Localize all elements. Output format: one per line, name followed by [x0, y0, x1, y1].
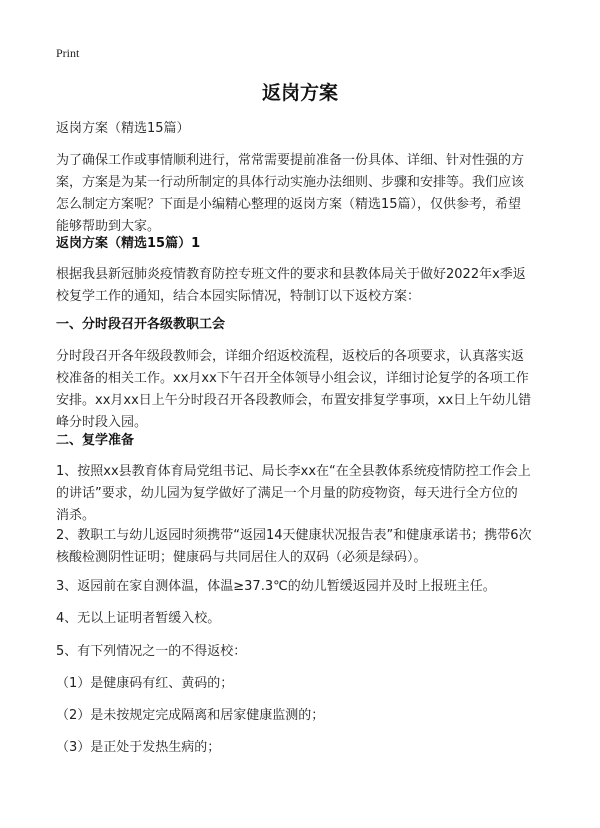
paragraph-line: 消杀。: [56, 508, 96, 523]
part1-paragraph: [56, 346, 556, 434]
sub-item-3: （3）是正处于发热生病的；: [56, 740, 221, 755]
paragraph-line: 校准备的相关工作。xx月xx下午召开全体领导小组会议，详细讨论复学的各项工作: [56, 371, 529, 386]
paragraph-line: 分时段召开各年级段教师会，详细介绍返校流程，返校后的各项要求，认真落实返: [56, 349, 525, 364]
item-3: 3、返园前在家自测体温，体温≥37.3℃的幼儿暂缓返园并及时上报班主任。: [56, 579, 496, 594]
intro-line: 怎么制定方案呢？下面是小编精心整理的返岗方案（精选15篇），仅供参考，希望: [56, 197, 522, 212]
item-1: [56, 461, 556, 527]
intro-line: 为了确保工作或事情顺利进行，常常需要提前准备一份具体、详细、针对性强的方: [56, 153, 525, 168]
sub-item-1: （1）是健康码有红、黄码的；: [56, 676, 234, 691]
paragraph-line: 峰分时段入园。: [56, 415, 148, 430]
paragraph-line: 校复学工作的通知，结合本园实际情况，特制订以下返校方案：: [56, 289, 421, 304]
part2-heading: 二、复学准备: [56, 433, 135, 448]
paragraph-line: 安排。xx月xx日上午分时段召开各段教师会，布置安排复学事项，xx日上午幼儿错: [56, 393, 532, 408]
item-4: 4、无以上证明者暂缓入校。: [56, 611, 221, 626]
intro-line: 案，方案是为某一行动所制定的具体行动实施办法细则、步骤和安排等。我们应该: [56, 175, 525, 190]
paragraph-line: 核酸检测阴性证明；健康码与共同居住人的双码（必须是绿码）。: [56, 550, 427, 565]
part1-heading: 一、分时段召开各级教职工会: [56, 317, 226, 332]
item-2: [56, 525, 556, 569]
paragraph-line: 2、教职工与幼儿返园时须携带“返园14天健康状况报告表”和健康承诺书；携带6次: [56, 528, 532, 543]
print-label: Print: [56, 46, 80, 60]
paragraph-line: 根据我县新冠肺炎疫情教育防控专班文件的要求和县教体局关于做好2022年x季返: [56, 267, 526, 282]
paragraph-line: 的讲话”要求，幼儿园为复学做好了满足一个月量的防疫物资，每天进行全方位的: [56, 486, 518, 501]
section-heading: 返岗方案（精选15篇）1: [56, 236, 201, 251]
intro-paragraph: [56, 150, 556, 238]
intro-line: 能够帮助到大家。: [56, 219, 161, 234]
item-5: 5、有下列情况之一的不得返校：: [56, 644, 247, 659]
page-title: 返岗方案: [261, 82, 338, 104]
paragraph-line: 1、按照xx县教育体育局党组书记、局长李xx在“在全县教体系统疫情防控工作会上: [56, 464, 531, 479]
section1-paragraph: [56, 264, 556, 308]
document-subtitle: 返岗方案（精选15篇）: [56, 121, 190, 136]
sub-item-2: （2）是未按规定完成隔离和居家健康监测的；: [56, 708, 325, 723]
